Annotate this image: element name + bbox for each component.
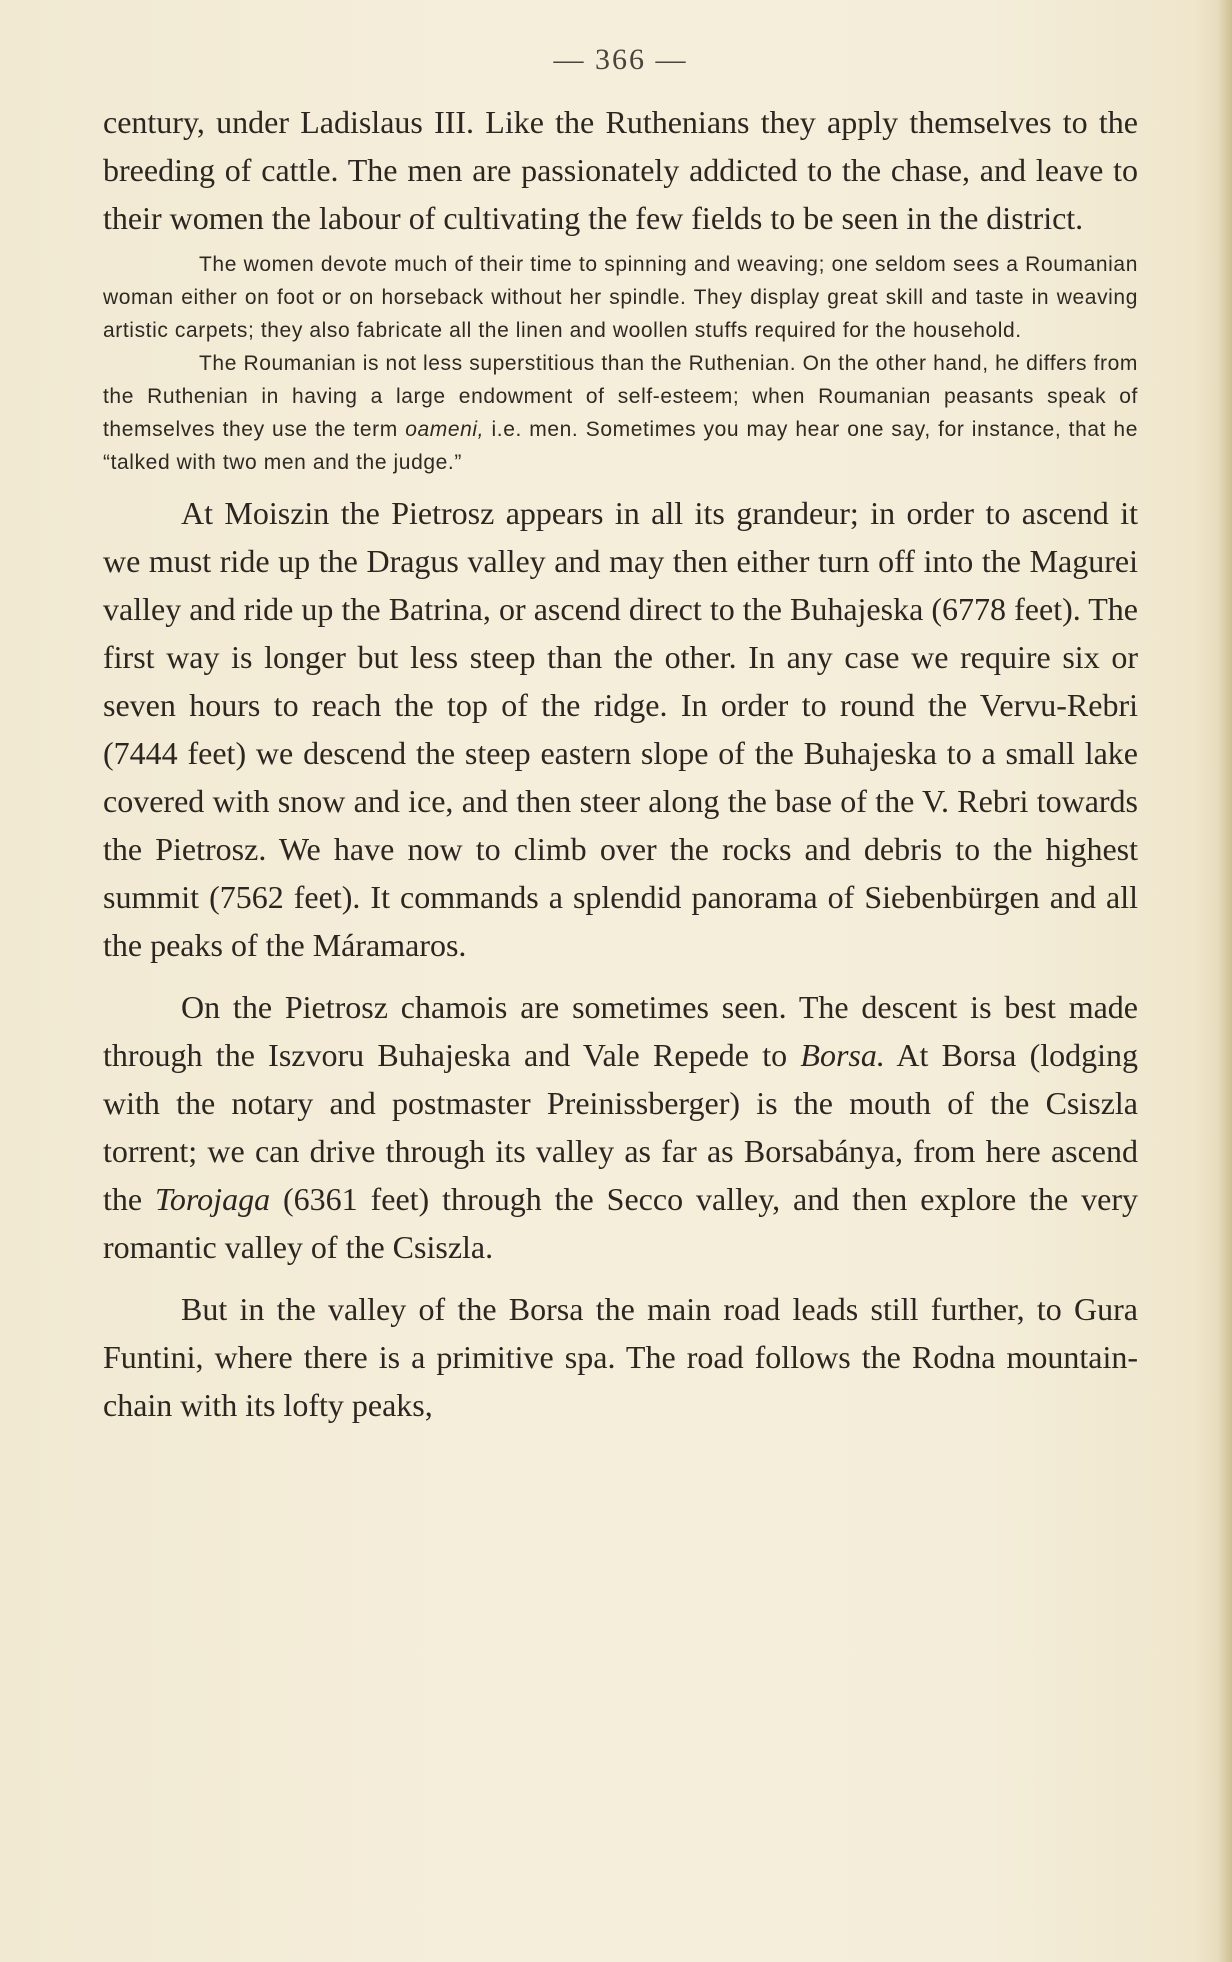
paragraph-4: At Moiszin the Pietrosz appears in all its grandeur; in order to ascend it we must ride up the Dragus valley and may then either turn off into the Magurei valley and ride up the Batrina, or ascend direct to the Buhajeska (6778 feet). The first way is longer but less steep than the other. In any case we require six or seven hours to reach the top of the ridge. In order to round the Vervu-Rebri (7444 feet) we descend the steep eastern slope of the Buhajeska to a small lake covered with snow and ice, and then steer along the base of the V. Rebri towards the Pietrosz. We have now to climb over the rocks and debris to the highest summit (7562 feet). It commands a splendid panorama of Siebenbürgen and all the peaks of the Máramaros. <box>103 495 1138 963</box>
paragraph-5-text-a: On the Pietrosz chamois are sometimes seen. The descent is best made through the Iszvoru Buhajeska and Vale Repede to <box>103 989 1138 1073</box>
paragraph-2-small-print: The women devote much of their time to spinning and weaving; one seldom sees a Roumanian woman either on foot or on horseback without her spindle. They display great skill and taste in weaving artistic carpets; they also fabricate all the linen and woollen stuffs required for the household. <box>103 253 1138 342</box>
paragraph-gap <box>103 1271 1138 1285</box>
paragraph-3-text-a: The Roumanian is not less superstitious than the Ruthenian. On the other hand, he differs from the Ruthenian in having a large endowment of self-esteem; when Roumanian peasants speak of themselves they use the term <box>103 352 1138 441</box>
paragraph-5-italic-torojaga: Torojaga <box>155 1181 271 1217</box>
page-edge-shadow <box>1218 0 1232 1962</box>
paragraph-5-italic-borsa: Borsa. <box>800 1037 885 1073</box>
page-content <box>103 40 1138 1429</box>
paragraph-gap <box>103 969 1138 983</box>
paragraph-1: century, under Ladislaus III. Like the Ruthenians they apply themselves to the breeding of cattle. The men are passionately addicted to the chase, and leave to their women the labour of cultivating the few fields to be seen in the district. <box>103 104 1138 236</box>
page-number: — 366 — <box>553 43 688 76</box>
paragraph-5 <box>103 983 1138 1271</box>
paragraph-5-text-b: At Borsa (lodging with the notary and postmaster Preinissberger) is the mouth of the Csiszla torrent; we can drive through its valley as far as Borsabánya, from here ascend the <box>103 1037 1139 1217</box>
paragraph-3-italic: oameni, <box>405 418 485 441</box>
paragraph-6: But in the valley of the Borsa the main road leads still further, to Gura Funtini, where there is a primitive spa. The road follows the Rodna mountain-chain with its lofty peaks, <box>103 1291 1138 1423</box>
paragraph-5-text-c: (6361 feet) through the Secco valley, and then explore the very romantic valley of the Csiszla. <box>103 1181 1139 1265</box>
paragraph-3-small-print <box>103 347 1138 479</box>
paragraph-3-text-b: i.e. men. Sometimes you may hear one say, for instance, that he “talked with two men and the judge.” <box>103 418 1138 474</box>
